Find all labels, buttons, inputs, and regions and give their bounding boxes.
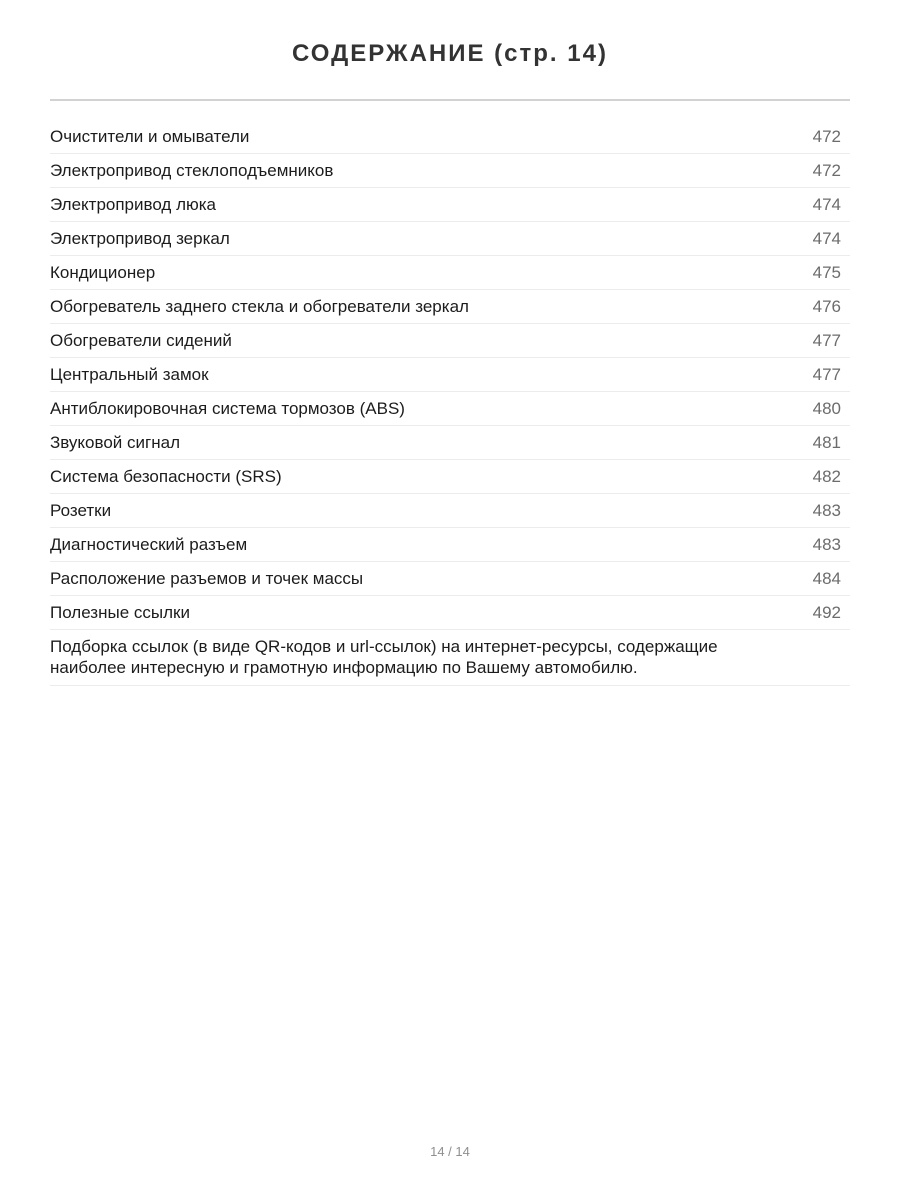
toc-entry-seat-heaters[interactable]: [50, 324, 850, 358]
toc-entry-page-number: 483: [812, 501, 841, 520]
toc-entry-description: [50, 630, 850, 686]
toc-entry-power-windows[interactable]: [50, 154, 850, 188]
toc-entry-page-number: 474: [812, 229, 841, 248]
page-header: [50, 38, 850, 70]
page-indicator: 14 / 14: [430, 1144, 470, 1159]
toc-entry-horn[interactable]: [50, 426, 850, 460]
toc-entry-wipers-washers[interactable]: [50, 120, 850, 154]
toc-entry-title: Звуковой сигнал: [50, 433, 180, 452]
toc-entry-power-sunroof[interactable]: [50, 188, 850, 222]
toc-entry-page-number: 474: [812, 195, 841, 214]
header-divider: [50, 99, 850, 101]
toc-entry-page-number: 482: [812, 467, 841, 486]
toc-entry-page-number: 492: [812, 603, 841, 622]
toc-entry-page-number: 477: [812, 331, 841, 350]
toc-entry-description-text: Подборка ссылок (в виде QR-кодов и url-ссылок) на интернет-ресурсы, содержащие наиболее интересную и грамотную информацию по Вашему автомобилю.: [50, 637, 718, 677]
toc-entry-sockets[interactable]: [50, 494, 850, 528]
toc-entry-abs[interactable]: [50, 392, 850, 426]
toc-entry-title: Обогреватель заднего стекла и обогреватели зеркал: [50, 297, 469, 316]
toc-entry-page-number: 480: [812, 399, 841, 418]
toc-entry-title: Электропривод зеркал: [50, 229, 230, 248]
toc-entry-central-lock[interactable]: [50, 358, 850, 392]
toc-entry-title: Очистители и омыватели: [50, 127, 250, 146]
toc-entry-rear-defroster[interactable]: [50, 290, 850, 324]
toc-entry-srs[interactable]: [50, 460, 850, 494]
toc-entry-useful-links[interactable]: [50, 596, 850, 630]
toc-entry-title: Система безопасности (SRS): [50, 467, 282, 486]
toc-entry-diagnostic-connector[interactable]: [50, 528, 850, 562]
toc-entry-title: Кондиционер: [50, 263, 156, 282]
toc-entry-title: Расположение разъемов и точек массы: [50, 569, 364, 588]
table-of-contents: [50, 120, 850, 686]
toc-entry-title: Полезные ссылки: [50, 603, 190, 622]
toc-entry-page-number: 481: [812, 433, 841, 452]
toc-entry-page-number: 472: [812, 161, 841, 180]
toc-entry-connector-ground-locations[interactable]: [50, 562, 850, 596]
page-title: СОДЕРЖАНИЕ (стр. 14): [292, 40, 608, 67]
toc-entry-page-number: 472: [812, 127, 841, 146]
toc-entry-power-mirrors[interactable]: [50, 222, 850, 256]
toc-entry-title: Антиблокировочная система тормозов (ABS): [50, 399, 405, 418]
toc-entry-page-number: 477: [812, 365, 841, 384]
toc-entry-page-number: 475: [812, 263, 841, 282]
toc-entry-page-number: 484: [812, 569, 841, 588]
toc-entry-title: Центральный замок: [50, 365, 209, 384]
toc-entry-air-conditioner[interactable]: [50, 256, 850, 290]
toc-entry-page-number: 476: [812, 297, 841, 316]
toc-entry-title: Обогреватели сидений: [50, 331, 232, 350]
toc-entry-title: Электропривод стеклоподъемников: [50, 161, 334, 180]
toc-entry-title: Диагностический разъем: [50, 535, 248, 554]
toc-entry-title: Электропривод люка: [50, 195, 217, 214]
toc-entry-page-number: 483: [812, 535, 841, 554]
toc-entry-title: Розетки: [50, 501, 112, 520]
